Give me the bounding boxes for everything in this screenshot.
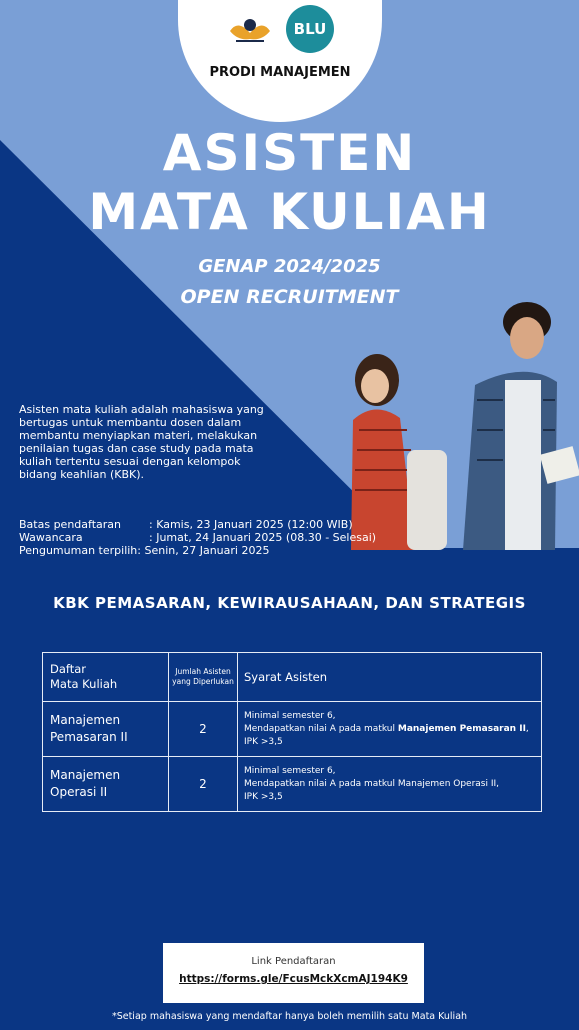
course-name xyxy=(43,702,169,757)
registration-link-label: Link Pendaftaran xyxy=(251,956,336,967)
schedule-label: Batas pendaftaran xyxy=(19,518,121,531)
header-course-line1: Daftar xyxy=(50,662,87,676)
schedule-value: : Kamis, 23 Januari 2025 (12:00 WIB) xyxy=(149,518,353,531)
header-requirements: Syarat Asisten xyxy=(238,653,542,702)
header-count: Jumlah Asisten yang Diperlukan xyxy=(169,653,238,702)
table-row xyxy=(43,702,542,757)
schedule-list xyxy=(19,518,376,557)
university-logo-icon xyxy=(226,9,274,49)
course-name-line1: Manajemen xyxy=(50,768,121,782)
table-row xyxy=(43,757,542,812)
course-name xyxy=(43,757,169,812)
requirement-ipk: IPK >3,5 xyxy=(244,736,283,747)
prodi-label: PRODI MANAJEMEN xyxy=(209,65,351,80)
kbk-heading: KBK PEMASARAN, KEWIRAUSAHAAN, DAN STRATEGIS xyxy=(53,594,526,612)
requirement-course-bold: Manajemen Pemasaran II xyxy=(397,723,526,734)
registration-link-box xyxy=(163,943,424,1003)
schedule-value: : Jumat, 24 Januari 2025 (08.30 - Selesai) xyxy=(149,531,377,544)
schedule-label: Pengumuman terpilih xyxy=(19,544,138,557)
course-name-line2: Pemasaran II xyxy=(50,730,128,744)
description-text: Asisten mata kuliah adalah mahasiswa yang bertugas untuk membantu dosen dalam membantu menyiapkan materi, melakukan penilaian tugas dan case study pada mata kuliah tertentu sesuai dengan kelompok bidang keahlian (KBK). xyxy=(19,403,264,481)
requirement-grade-suffix: , xyxy=(525,723,529,734)
course-table xyxy=(42,652,542,812)
registration-link[interactable]: https://forms.gle/FcusMckXcmAJ194K9 xyxy=(179,973,408,985)
requirements xyxy=(238,702,542,757)
blu-logo-icon xyxy=(286,5,334,53)
recruitment-subtitle: OPEN RECRUITMENT xyxy=(180,286,399,308)
schedule-value: : Senin, 27 Januari 2025 xyxy=(137,544,270,557)
schedule-row xyxy=(19,518,376,531)
semester-subtitle: GENAP 2024/2025 xyxy=(198,256,381,277)
footnote: *Setiap mahasiswa yang mendaftar hanya boleh memilih satu Mata Kuliah xyxy=(111,1011,468,1022)
title-line-1: ASISTEN xyxy=(162,124,417,182)
header-course-line2: Mata Kuliah xyxy=(50,677,118,691)
course-name-line1: Manajemen xyxy=(50,713,121,727)
requirement-ipk: IPK >3,5 xyxy=(244,791,283,802)
table-header-row xyxy=(43,653,542,702)
requirement-semester: Minimal semester 6, xyxy=(244,765,336,776)
requirements xyxy=(238,757,542,812)
title-line-2: MATA KULIAH xyxy=(88,183,491,241)
students-photo xyxy=(345,300,579,550)
schedule-row xyxy=(19,544,376,557)
assistant-count: 2 xyxy=(169,702,238,757)
schedule-row xyxy=(19,531,376,544)
assistant-count: 2 xyxy=(169,757,238,812)
requirement-semester: Minimal semester 6, xyxy=(244,710,336,721)
requirement-grade: Mendapatkan nilai A pada matkul Manajemen Operasi II, xyxy=(244,778,500,789)
course-name-line2: Operasi II xyxy=(50,785,108,799)
schedule-label: Wawancara xyxy=(19,531,83,544)
requirement-grade xyxy=(244,723,537,736)
requirement-grade-text: Mendapatkan nilai A pada matkul xyxy=(244,723,398,734)
header-course xyxy=(43,653,169,702)
blu-logo-text: BLU xyxy=(293,20,327,38)
